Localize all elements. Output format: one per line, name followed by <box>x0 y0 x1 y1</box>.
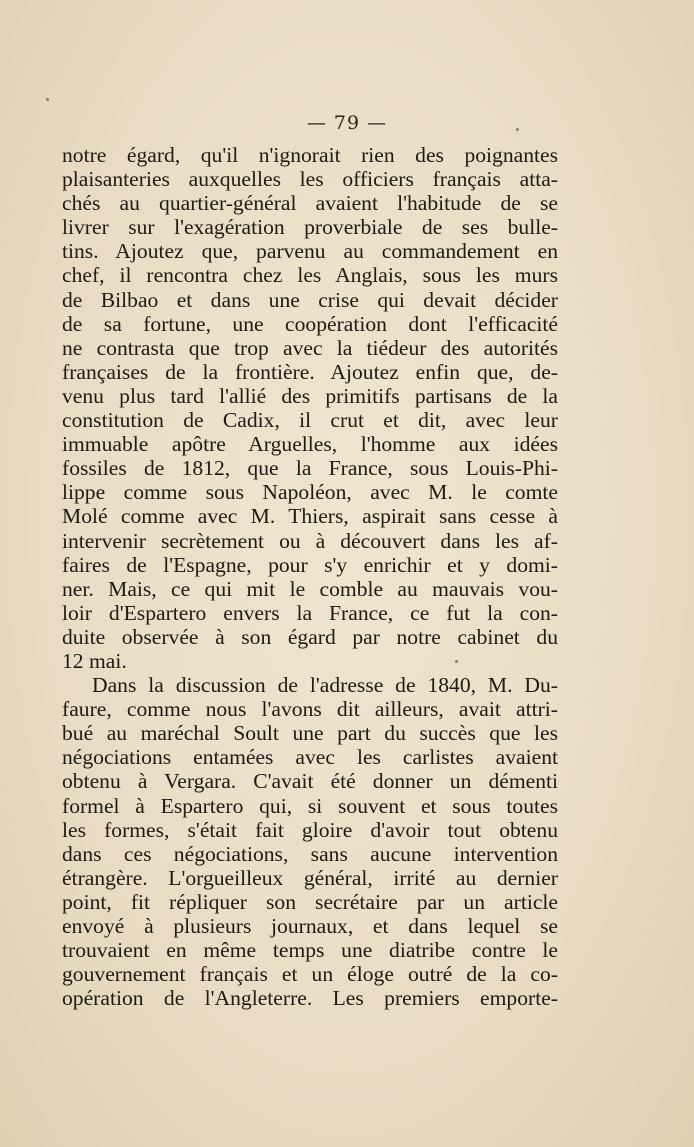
text-line: ner. Mais, ce qui mit le comble au mauvais vou- <box>62 576 558 601</box>
text-line: constitution de Cadix, il crut et dit, avec leur <box>62 408 558 433</box>
text-line: lippe comme sous Napoléon, avec M. le comte <box>62 480 558 505</box>
text-line: livrer sur l'exagération proverbiale de ses bulle- <box>62 215 558 240</box>
text-line: bué au maréchal Soult une part du succès que les <box>62 721 558 746</box>
text-line: obtenu à Vergara. C'avait été donner un démenti <box>62 769 558 794</box>
text-line: de Bilbao et dans une crise qui devait décider <box>62 287 558 312</box>
text-line: les formes, s'était fait gloire d'avoir tout obtenu <box>62 817 558 842</box>
paper-speck <box>516 128 519 131</box>
text-line: gouvernement français et un éloge outré de la co- <box>62 962 558 987</box>
text-line: intervenir secrètement ou à découvert dans les af- <box>62 528 558 553</box>
text-line: duite observée à son égard par notre cabinet du <box>62 624 558 649</box>
text-line: formel à Espartero qui, si souvent et sous toutes <box>62 793 558 818</box>
text-line: faires de l'Espagne, pour s'y enrichir et y domi- <box>62 552 558 577</box>
text-line: chés au quartier-général avaient l'habitude de se <box>62 191 558 216</box>
text-line: Molé comme avec M. Thiers, aspirait sans cesse à <box>62 504 558 529</box>
text-line: chef, il rencontra chez les Anglais, sous les murs <box>62 263 558 288</box>
text-line: négociations entamées avec les carlistes avaient <box>62 745 558 770</box>
text-line: loir d'Espartero envers la France, ce fut la con- <box>62 600 558 625</box>
body-text <box>62 143 558 1010</box>
paper-speck <box>46 98 49 101</box>
paper-speck <box>455 660 458 663</box>
text-line: Dans la discussion de l'adresse de 1840, M. Du- <box>92 673 558 698</box>
text-line: dans ces négociations, sans aucune intervention <box>62 841 558 866</box>
text-line: point, fit répliquer son secrétaire par un article <box>62 889 558 914</box>
text-line: venu plus tard l'allié des primitifs partisans de la <box>62 383 558 408</box>
text-line: tins. Ajoutez que, parvenu au commandement en <box>62 239 558 264</box>
page-number: — 79 — <box>306 112 388 134</box>
text-line: trouvaient en même temps une diatribe contre le <box>62 938 558 963</box>
text-line: faure, comme nous l'avons dit ailleurs, avait attri- <box>62 697 558 722</box>
text-line: de sa fortune, une coopération dont l'efficacité <box>62 311 558 336</box>
text-line: fossiles de 1812, que la France, sous Louis-Phi- <box>62 456 558 481</box>
text-line: opération de l'Angleterre. Les premiers emporte- <box>62 986 558 1011</box>
text-line: étrangère. L'orgueilleux général, irrité au dernier <box>62 865 558 890</box>
text-line: françaises de la frontière. Ajoutez enfin que, de- <box>62 359 558 384</box>
text-line: plaisanteries auxquelles les officiers français atta- <box>62 167 558 192</box>
text-line: ne contrasta que trop avec la tiédeur des autorités <box>62 335 558 360</box>
text-line: 12 mai. <box>62 648 127 673</box>
text-line: envoyé à plusieurs journaux, et dans lequel se <box>62 914 558 938</box>
text-line: notre égard, qu'il n'ignorait rien des poignantes <box>62 143 558 167</box>
text-line: immuable apôtre Arguelles, l'homme aux idées <box>62 432 558 457</box>
